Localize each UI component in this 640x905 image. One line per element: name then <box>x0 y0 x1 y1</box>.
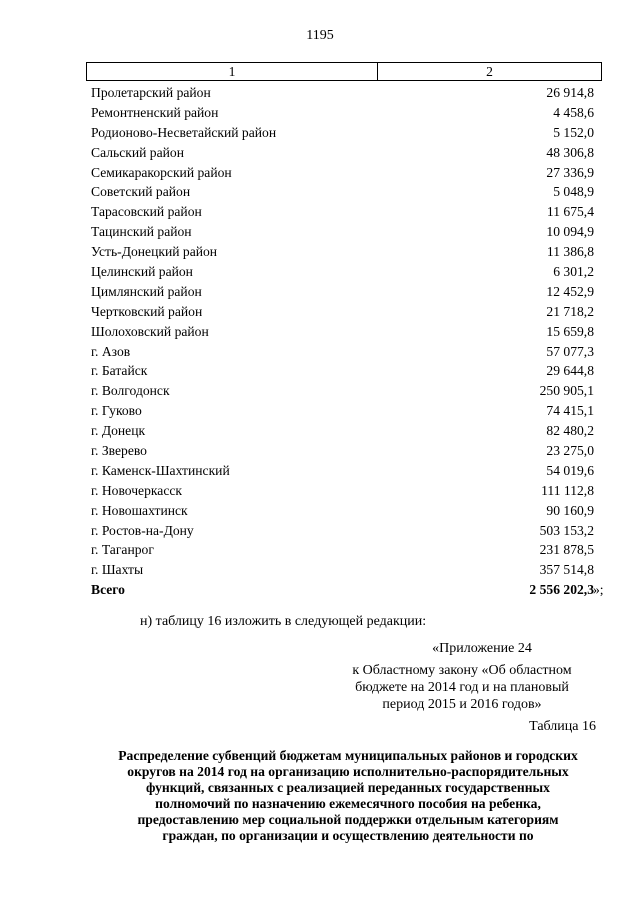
subvention-amount: 15 659,8 <box>546 323 594 339</box>
district-name: Ремонтненский район <box>91 104 219 120</box>
subvention-amount: 26 914,8 <box>546 84 594 100</box>
appendix-title: «Приложение 24 <box>432 641 532 656</box>
heading-line: функций, связанных с реализацией переданных государственных <box>146 780 550 795</box>
district-name: Сальский район <box>91 144 184 160</box>
district-name: г. Новошахтинск <box>91 502 188 518</box>
subvention-amount: 21 718,2 <box>546 303 594 319</box>
district-name: Пролетарский район <box>91 84 211 100</box>
appendix-line: бюджете на 2014 год и на плановый <box>355 680 569 695</box>
table-row <box>86 302 602 322</box>
table-row <box>86 103 602 123</box>
district-name: г. Зверево <box>91 442 147 458</box>
table-row <box>86 381 602 401</box>
subvention-amount: 12 452,9 <box>546 283 594 299</box>
district-name: г. Гуково <box>91 403 142 419</box>
district-name: Родионово-Несветайский район <box>91 124 277 140</box>
table-row <box>86 222 602 242</box>
amendment-instruction: н) таблицу 16 изложить в следующей редакции: <box>140 614 427 629</box>
appendix-caption <box>330 640 594 713</box>
district-name: Советский район <box>91 184 191 200</box>
district-name: Семикаракорский район <box>91 164 232 180</box>
subvention-amount: 111 112,8 <box>541 482 594 498</box>
table-row <box>86 501 602 521</box>
subvention-table <box>86 62 602 600</box>
subvention-amount: 74 415,1 <box>546 403 594 419</box>
column-header-2: 2 <box>486 64 493 79</box>
district-name: г. Таганрог <box>91 542 154 558</box>
table-row <box>86 202 602 222</box>
subvention-amount: 54 019,6 <box>546 462 594 478</box>
subvention-amount: 10 094,9 <box>546 224 594 240</box>
district-name: г. Ростов-на-Дону <box>91 522 194 538</box>
table-row <box>86 361 602 381</box>
district-name: г. Донецк <box>91 423 146 439</box>
district-name: Тарасовский район <box>91 204 202 220</box>
district-name: г. Новочеркасск <box>91 482 182 498</box>
heading-line: Распределение субвенций бюджетам муниципальных районов и городских <box>118 748 578 763</box>
table-body <box>86 83 602 580</box>
appendix-line: период 2015 и 2016 годов» <box>382 697 542 712</box>
table-label: Таблица 16 <box>529 719 596 734</box>
table-row <box>86 282 602 302</box>
page-number: 1195 <box>306 28 334 43</box>
subvention-amount: 23 275,0 <box>546 442 594 458</box>
subvention-amount: 48 306,8 <box>546 144 594 160</box>
district-name: Шолоховский район <box>91 323 209 339</box>
heading-line: граждан, по организации и осуществлению деятельности по <box>162 828 534 843</box>
subvention-amount: 357 514,8 <box>539 562 594 578</box>
table-row <box>86 421 602 441</box>
table-row <box>86 242 602 262</box>
table-row <box>86 123 602 143</box>
subvention-amount: 82 480,2 <box>546 423 594 439</box>
subvention-amount: 6 301,2 <box>553 263 594 279</box>
heading-line: полномочий по назначению ежемесячного пособия на ребенка, <box>155 796 541 811</box>
subvention-amount: 29 644,8 <box>546 363 594 379</box>
subvention-amount: 5 048,9 <box>553 184 594 200</box>
table-row <box>86 322 602 342</box>
district-name: Цимлянский район <box>91 283 202 299</box>
table-row <box>86 441 602 461</box>
table-row <box>86 143 602 163</box>
table-row <box>86 521 602 541</box>
subvention-amount: 250 905,1 <box>539 383 594 399</box>
table-row <box>86 163 602 183</box>
table-row <box>86 461 602 481</box>
district-name: Целинский район <box>91 263 193 279</box>
appendix-line: к Областному закону «Об областном <box>352 663 572 678</box>
closing-quote: »; <box>593 582 604 597</box>
table-header-row <box>86 62 602 81</box>
subvention-amount: 57 077,3 <box>546 343 594 359</box>
table-row <box>86 83 602 103</box>
district-name: г. Волгодонск <box>91 383 170 399</box>
column-header-1: 1 <box>87 63 378 80</box>
table-row <box>86 262 602 282</box>
table-row <box>86 342 602 362</box>
subvention-amount: 11 386,8 <box>546 244 594 260</box>
district-name: Усть-Донецкий район <box>91 244 218 260</box>
subvention-amount: 11 675,4 <box>546 204 594 220</box>
total-value: 2 556 202,3 <box>529 582 594 598</box>
district-name: Тацинский район <box>91 224 192 240</box>
table-row <box>86 560 602 580</box>
subvention-amount: 27 336,9 <box>546 164 594 180</box>
table-row <box>86 401 602 421</box>
table-total-row <box>86 580 602 600</box>
total-label: Всего <box>91 582 125 598</box>
district-name: г. Азов <box>91 343 131 359</box>
subvention-amount: 4 458,6 <box>553 104 594 120</box>
table-heading <box>84 748 612 844</box>
table-row <box>86 182 602 202</box>
subvention-amount: 90 160,9 <box>546 502 594 518</box>
heading-line: округов на 2014 год на организацию исполнительно-распорядительных <box>127 764 569 779</box>
subvention-amount: 503 153,2 <box>539 522 594 538</box>
district-name: г. Каменск-Шахтинский <box>91 462 230 478</box>
table-row <box>86 481 602 501</box>
district-name: г. Батайск <box>91 363 148 379</box>
heading-line: предоставлению мер социальной поддержки отдельным категориям <box>137 812 559 827</box>
table-row <box>86 540 602 560</box>
subvention-amount: 231 878,5 <box>539 542 594 558</box>
subvention-amount: 5 152,0 <box>553 124 594 140</box>
district-name: Чертковский район <box>91 303 203 319</box>
district-name: г. Шахты <box>91 562 144 578</box>
